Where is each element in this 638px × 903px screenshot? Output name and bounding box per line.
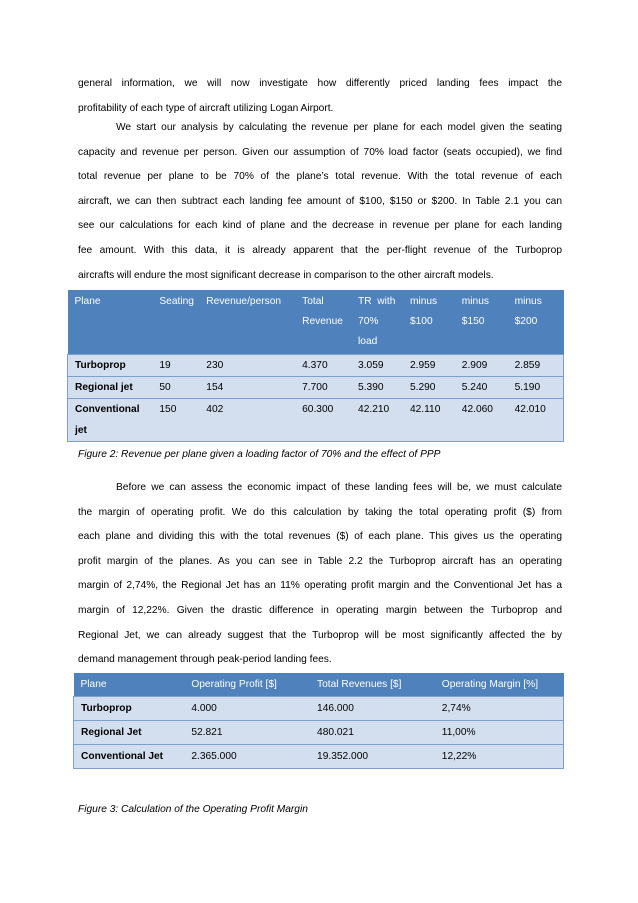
table-cell: 2.859 <box>508 355 564 377</box>
text-line: fee amount. With this data, it is already apparent that the per-flight revenue of the Turboprop <box>78 244 562 256</box>
table-cell: 7.700 <box>295 377 351 399</box>
text-line: capacity and revenue per person. Given our assumption of 70% load factor (seats occupied), we find <box>78 146 562 158</box>
text-line: profitability of each type of aircraft utilizing Logan Airport. <box>78 102 334 114</box>
table-cell: 2.365.000 <box>184 745 310 769</box>
table-cell: 42.210 <box>351 399 403 442</box>
operating-margin-table <box>73 673 564 769</box>
table-cell: 402 <box>199 399 295 442</box>
table-row <box>74 745 564 769</box>
text-line: aircrafts will endure the most significant decrease in comparison to the other aircraft models. <box>78 269 494 281</box>
col-header-operating-margin: Operating Margin [%] <box>435 673 564 697</box>
figure-caption-2: Figure 2: Revenue per plane given a loading factor of 70% and the effect of PPP <box>78 449 441 460</box>
col-header-plane: Plane <box>74 673 185 697</box>
table-cell: 230 <box>199 355 295 377</box>
col-header-total-revenue: Total Revenue <box>295 290 351 355</box>
table-cell: 19 <box>152 355 199 377</box>
col-header-total-revenues: Total Revenues [$] <box>310 673 435 697</box>
table-cell: 42.010 <box>508 399 564 442</box>
table-cell: 480.021 <box>310 721 435 745</box>
text-line: We start our analysis by calculating the revenue per plane for each model given the seating <box>116 122 562 133</box>
table-header-row <box>68 290 564 355</box>
paragraph-revenue-analysis <box>78 116 562 288</box>
text-line: demand management through peak-period landing fees. <box>78 654 332 666</box>
text-line: total revenue per plane to be 70% of the plane’s total revenue. With the total revenue of each <box>78 171 562 183</box>
table-row <box>68 355 564 377</box>
col-header-revenue-person: Revenue/person <box>199 290 295 355</box>
table-cell: 5.240 <box>455 377 508 399</box>
table-cell: 150 <box>152 399 199 442</box>
table-cell: 12,22% <box>435 745 564 769</box>
table-cell: 2.909 <box>455 355 508 377</box>
table-cell: 154 <box>199 377 295 399</box>
text-line: the margin of operating profit. We do this calculation by taking the total operating profit ($) from <box>78 506 562 518</box>
text-line: general information, we will now investigate how differently priced landing fees impact the <box>78 78 562 89</box>
table-cell: 42.110 <box>403 399 455 442</box>
table-cell: Regional jet <box>68 377 153 399</box>
table-cell: Conventional jet <box>68 399 153 442</box>
table-cell: 2,74% <box>435 697 564 721</box>
table-cell: Turboprop <box>68 355 153 377</box>
table-header-row <box>74 673 564 697</box>
figure-caption-3: Figure 3: Calculation of the Operating Profit Margin <box>78 804 308 815</box>
table-row <box>68 377 564 399</box>
table-cell: 4.000 <box>184 697 310 721</box>
table-cell: 5.190 <box>508 377 564 399</box>
text-line: Regional Jet, we can already suggest that the Turboprop will be most significantly affected the by <box>78 629 562 641</box>
col-header-plane: Plane <box>68 290 153 355</box>
table-cell: Regional Jet <box>74 721 185 745</box>
table-cell: 4.370 <box>295 355 351 377</box>
col-header-seating: Seating <box>152 290 199 355</box>
table-cell: 60.300 <box>295 399 351 442</box>
table-cell: 52.821 <box>184 721 310 745</box>
text-line: aircraft, we can then subtract each landing fee amount of $100, $150 or $200. In Table 2.1 you can <box>78 195 562 207</box>
text-line: margin of 2,74%, the Regional Jet has an 11% operating profit margin and the Conventional Jet has a <box>78 580 562 592</box>
col-header-minus-150: minus $150 <box>455 290 508 355</box>
table-cell: Turboprop <box>74 697 185 721</box>
table-row <box>74 697 564 721</box>
table-cell: 19.352.000 <box>310 745 435 769</box>
table-row <box>68 399 564 442</box>
table-row <box>74 721 564 745</box>
text-line: Before we can assess the economic impact of these landing fees will be, we must calculate <box>116 482 562 493</box>
table-cell: 42.060 <box>455 399 508 442</box>
table-cell: Conventional Jet <box>74 745 185 769</box>
text-line: margin of 12,22%. Given the drastic difference in operating margin between the Turboprop and <box>78 604 562 616</box>
table-cell: 3.059 <box>351 355 403 377</box>
table-cell: 2.959 <box>403 355 455 377</box>
col-header-operating-profit: Operating Profit [$] <box>184 673 310 697</box>
paragraph-intro <box>78 72 562 121</box>
table-cell: 5.390 <box>351 377 403 399</box>
table-cell: 5.290 <box>403 377 455 399</box>
table-cell: 146.000 <box>310 697 435 721</box>
table-cell: 11,00% <box>435 721 564 745</box>
revenue-per-plane-table <box>67 290 564 442</box>
col-header-tr-70-load: TR with 70% load <box>351 290 403 355</box>
paragraph-operating-margin <box>78 476 562 673</box>
text-line: each plane and dividing this with the total revenues ($) of each plane. This gives us the operating <box>78 531 562 543</box>
table-cell: 50 <box>152 377 199 399</box>
text-line: see our calculations for each kind of plane and the decrease in revenue per plane for each landing <box>78 220 562 232</box>
col-header-minus-100: minus $100 <box>403 290 455 355</box>
text-line: profit margin of the planes. As you can see in Table 2.2 the Turboprop aircraft has an operating <box>78 555 562 567</box>
col-header-minus-200: minus $200 <box>508 290 564 355</box>
